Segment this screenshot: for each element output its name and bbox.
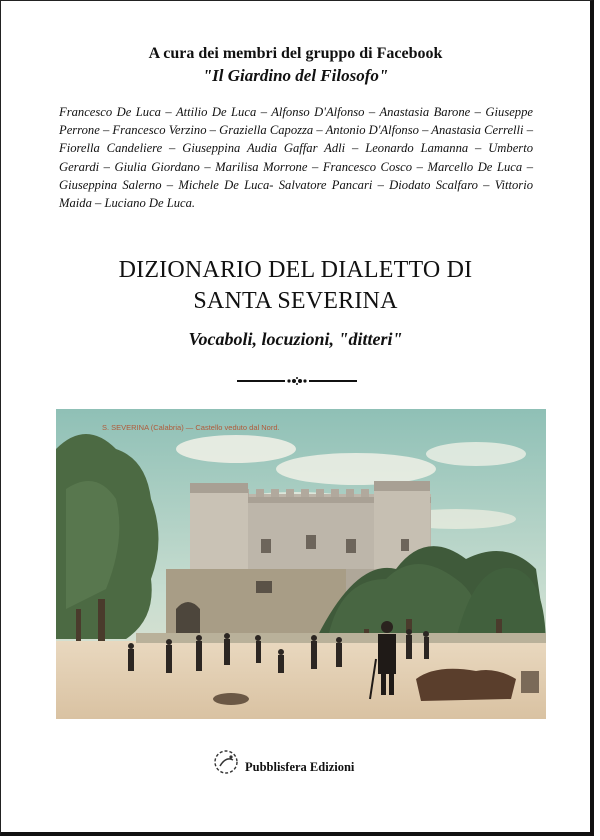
authors-list: Francesco De Luca – Attilio De Luca – Alfonso D'Alfonso – Anastasia Barone – Giuseppe Perrone – Francesco Verzino – Graziella Capozza – Antonio D'Alfonso – Anastasia Cerrelli – Fiorella Candeliere – Giuseppina Audia Gaffar Adli – Leonardo Lamanna – Umberto Gerardi – Giulia Giordano – Marilisa Morrone – Francesco Cosco – Marcello De Luca – Giuseppina Salerno – Michele De Luca- Salvatore Pancari – Diodato Scalfaro – Vittorio Maida – Luciano De Luca. bbox=[59, 105, 533, 211]
ornament-divider-icon bbox=[237, 375, 357, 387]
publisher-name: Pubblisfera Edizioni bbox=[245, 760, 355, 774]
book-title-line1: DIZIONARIO DEL DIALETTO DI bbox=[118, 257, 473, 283]
group-name: "Il Giardino del Filosofo" bbox=[202, 66, 389, 85]
postcard-caption: S. SEVERINA (Calabria) — Castello veduto dal Nord. bbox=[102, 423, 280, 432]
book-title-line2: SANTA SEVERINA bbox=[193, 288, 398, 314]
publisher-mark bbox=[211, 748, 381, 778]
curator-line: A cura dei membri del gruppo di Facebook bbox=[148, 45, 443, 62]
pubblisfera-logo-icon bbox=[211, 748, 241, 776]
castle-postcard-image bbox=[56, 409, 546, 719]
book-subtitle: Vocaboli, locuzioni, "ditteri" bbox=[188, 329, 403, 349]
